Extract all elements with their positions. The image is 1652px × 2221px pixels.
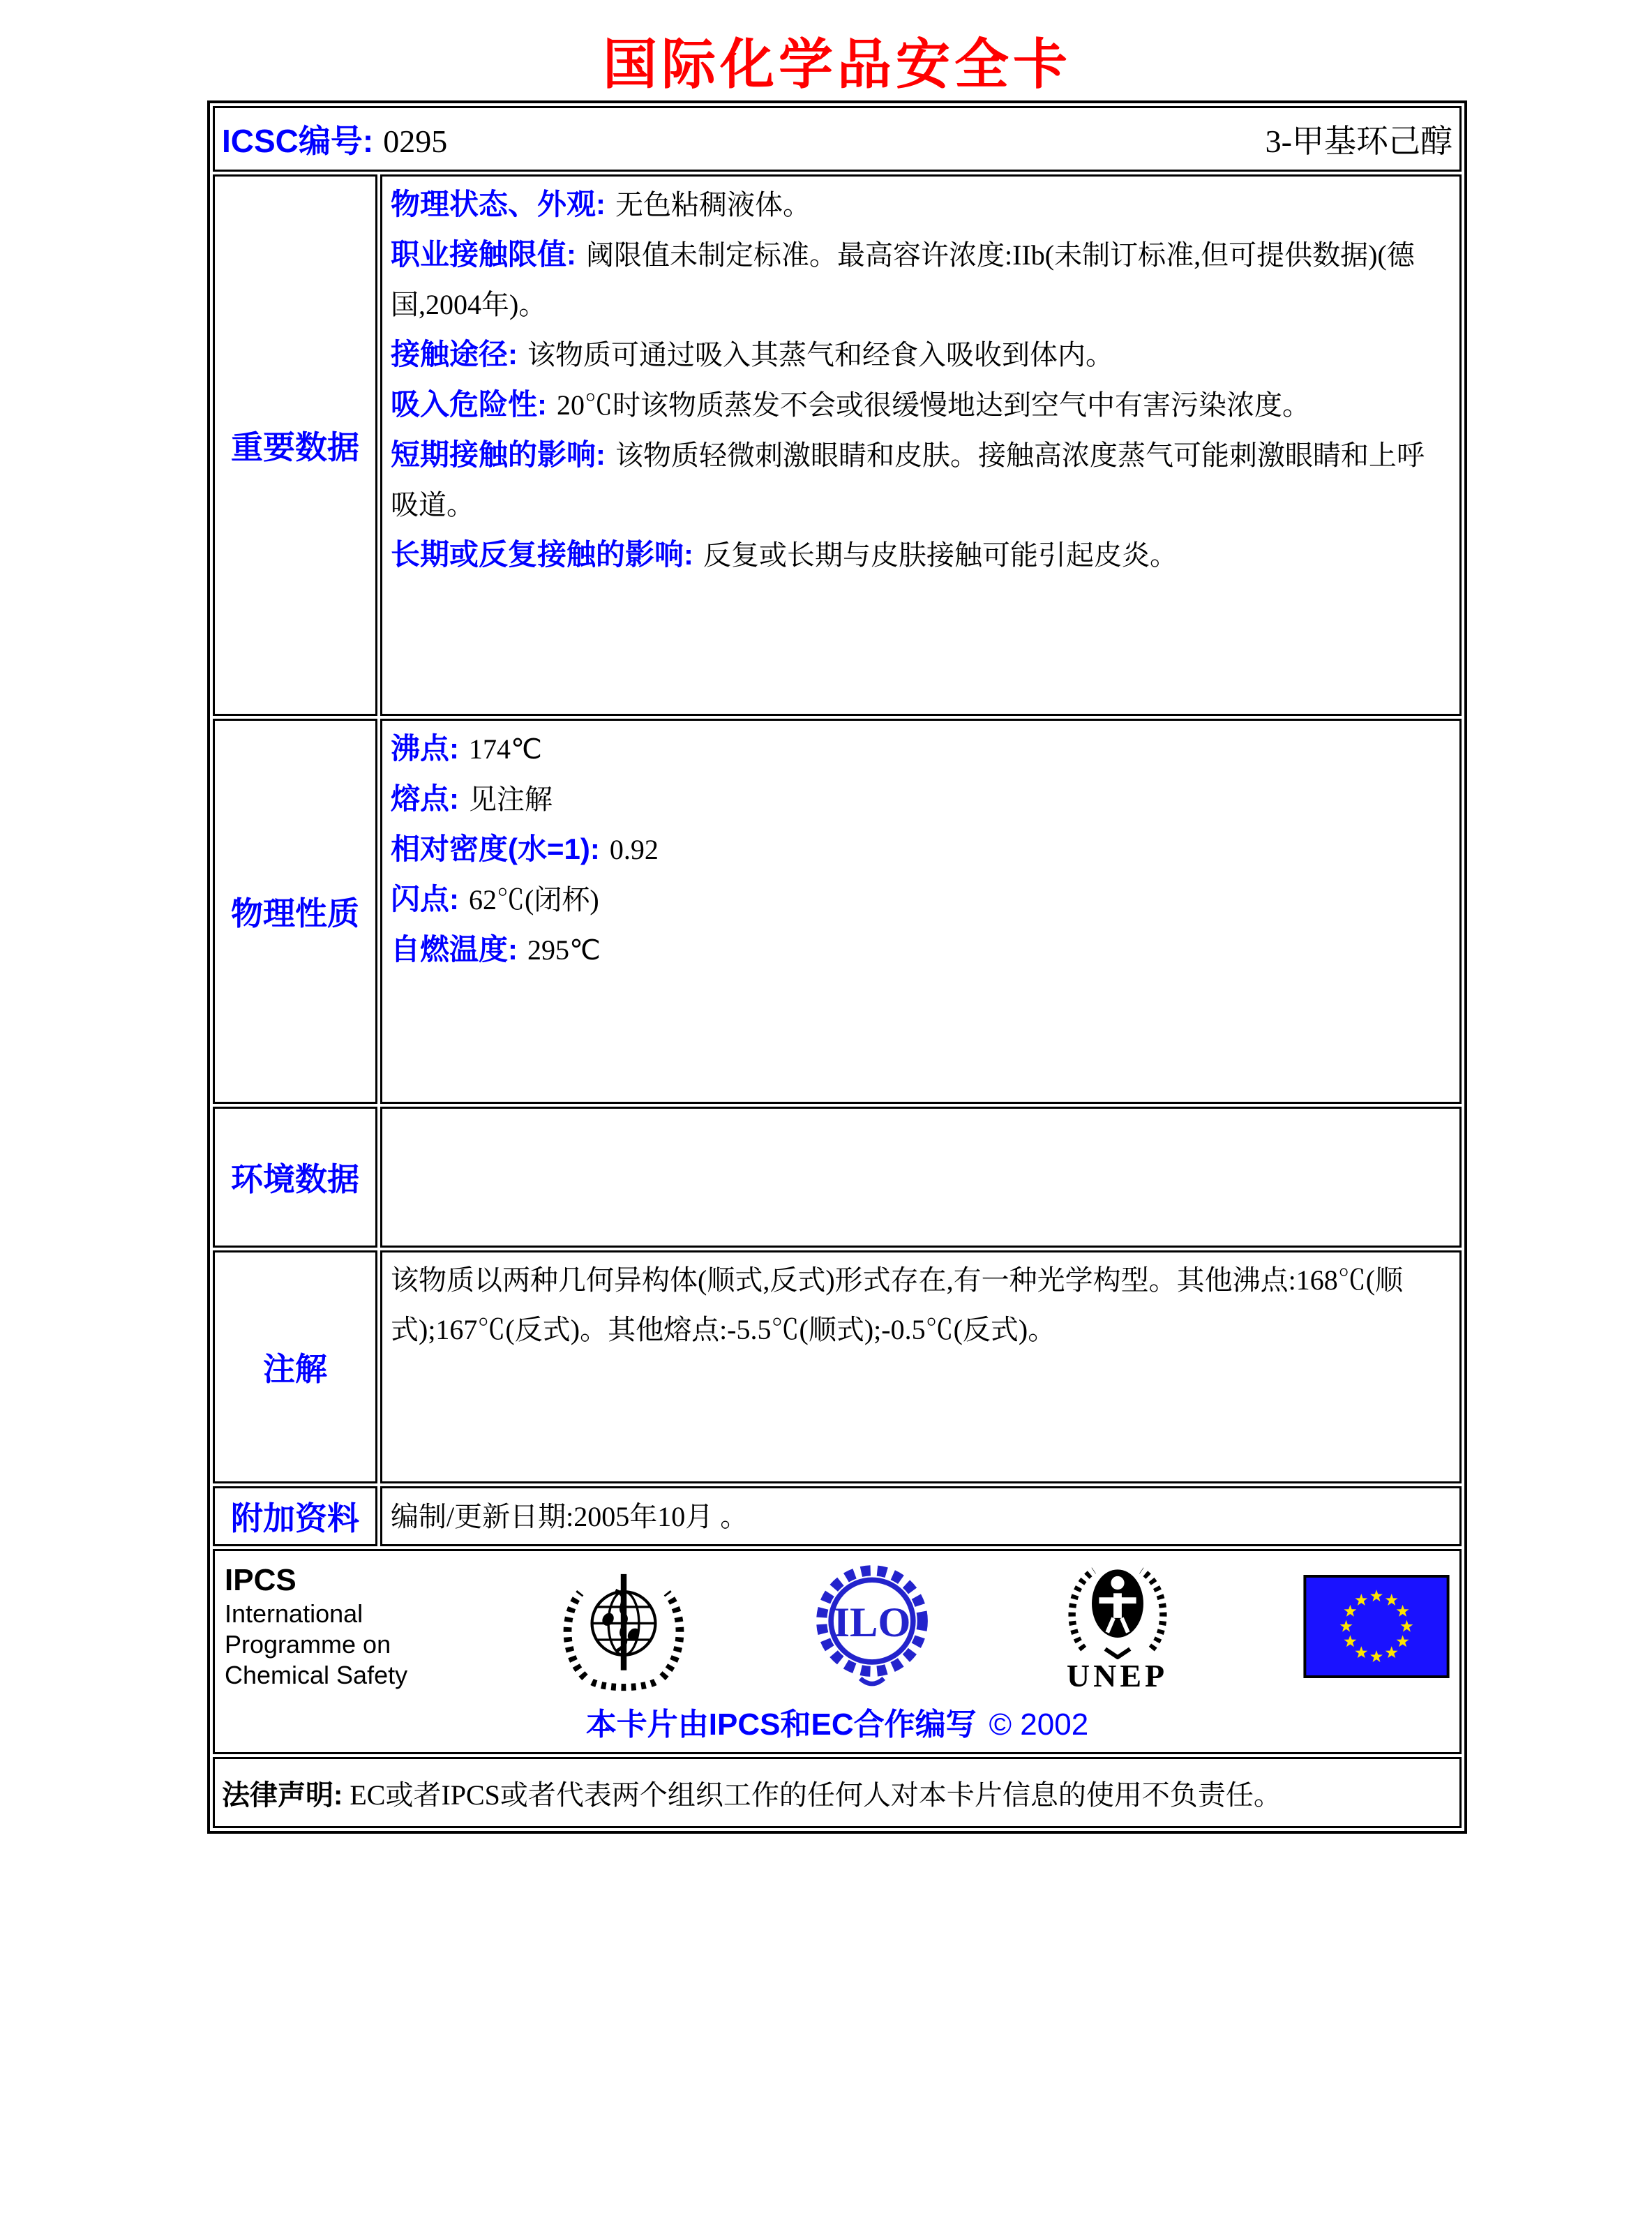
row-notes bbox=[213, 1250, 1462, 1483]
logos-cell bbox=[213, 1549, 1462, 1754]
logo-strip bbox=[225, 1558, 1450, 1695]
field-autoignition-temperature: 自燃温度: 295℃ bbox=[391, 933, 601, 966]
field-long-term-effects: 长期或反复接触的影响: 反复或长期与皮肤接触可能引起皮炎。 bbox=[391, 538, 1178, 571]
unep-logo-icon bbox=[1055, 1560, 1180, 1659]
field-inhalation-risk: 吸入危险性: 20℃时该物质蒸发不会或很缓慢地达到空气中有害污染浓度。 bbox=[391, 388, 1310, 421]
ilo-logo-text: ILO bbox=[833, 1599, 911, 1646]
icsc-number-label: ICSC编号: bbox=[222, 123, 374, 159]
icsc-card-table bbox=[207, 100, 1467, 1834]
who-logo-icon bbox=[557, 1562, 690, 1691]
field-relative-density: 相对密度(水=1): 0.92 bbox=[391, 832, 659, 865]
additional-information-content bbox=[380, 1486, 1462, 1546]
section-label-important-data: 重要数据 bbox=[213, 174, 377, 716]
row-header bbox=[213, 106, 1462, 172]
update-date-text: 编制/更新日期:2005年10月 。 bbox=[391, 1500, 749, 1532]
environmental-data-content bbox=[380, 1107, 1462, 1248]
header-cell bbox=[213, 106, 1462, 172]
page-title: 国际化学品安全卡 bbox=[602, 33, 1072, 95]
field-melting-point: 熔点: 见注解 bbox=[391, 782, 553, 815]
unep-logo-block bbox=[1055, 1560, 1180, 1693]
field-flash-point: 闪点: 62℃(闭杯) bbox=[391, 883, 599, 915]
ipcs-title: IPCS bbox=[225, 1563, 296, 1597]
field-occupational-exposure-limits: 职业接触限值: 阈限值未制定标准。最高容许浓度:IIb(未制订标准,但可提供数据)(德国,2004年)。 bbox=[391, 238, 1415, 320]
icsc-number-value: 0295 bbox=[383, 124, 448, 159]
notes-text: 该物质以两种几何异构体(顺式,反式)形式存在,有一种光学构型。其他沸点:168℃(顺式);167℃(反式)。其他熔点:-5.5℃(顺式);-0.5℃(反式)。 bbox=[391, 1264, 1404, 1345]
section-label-notes: 注解 bbox=[213, 1250, 377, 1483]
ipcs-text-block: IPCS International Programme on Chemical Safety bbox=[225, 1562, 434, 1691]
row-important-data bbox=[213, 174, 1462, 716]
section-label-environmental-data: 环境数据 bbox=[213, 1107, 377, 1248]
legal-notice-label: 法律声明: bbox=[222, 1779, 343, 1811]
icsc-number-group bbox=[222, 116, 447, 162]
field-physical-state-appearance: 物理状态、外观: 无色粘稠液体。 bbox=[391, 188, 811, 220]
section-label-additional-information: 附加资料 bbox=[213, 1486, 377, 1546]
field-short-term-effects: 短期接触的影响: 该物质轻微刺激眼睛和皮肤。接触高浓度蒸气可能刺激眼睛和上呼吸道。 bbox=[391, 438, 1425, 521]
row-logos bbox=[213, 1549, 1462, 1754]
unep-logo-text: UNEP bbox=[1066, 1658, 1169, 1693]
eu-flag-icon bbox=[1303, 1575, 1450, 1678]
chemical-name: 3-甲基环己醇 bbox=[1265, 124, 1452, 159]
row-physical-properties bbox=[213, 719, 1462, 1104]
row-environmental-data bbox=[213, 1107, 1462, 1248]
cooperation-caption: 本卡片由IPCS和EC合作编写 © 2002 bbox=[585, 1707, 1089, 1742]
notes-content bbox=[380, 1250, 1462, 1483]
row-additional-information bbox=[213, 1486, 1462, 1546]
section-label-physical-properties: 物理性质 bbox=[213, 719, 377, 1104]
row-legal-notice bbox=[213, 1757, 1462, 1828]
ilo-logo-icon bbox=[813, 1562, 931, 1691]
field-boiling-point: 沸点: 174℃ bbox=[391, 732, 542, 765]
important-data-content bbox=[380, 174, 1462, 716]
field-routes-of-exposure: 接触途径: 该物质可通过吸入其蒸气和经食入吸收到体内。 bbox=[391, 338, 1113, 371]
legal-notice-cell bbox=[213, 1757, 1462, 1828]
copyright-text: © 2002 bbox=[989, 1707, 1089, 1742]
legal-notice-text: EC或者IPCS或者代表两个组织工作的任何人对本卡片信息的使用不负责任。 bbox=[350, 1779, 1282, 1811]
physical-properties-content bbox=[380, 719, 1462, 1104]
